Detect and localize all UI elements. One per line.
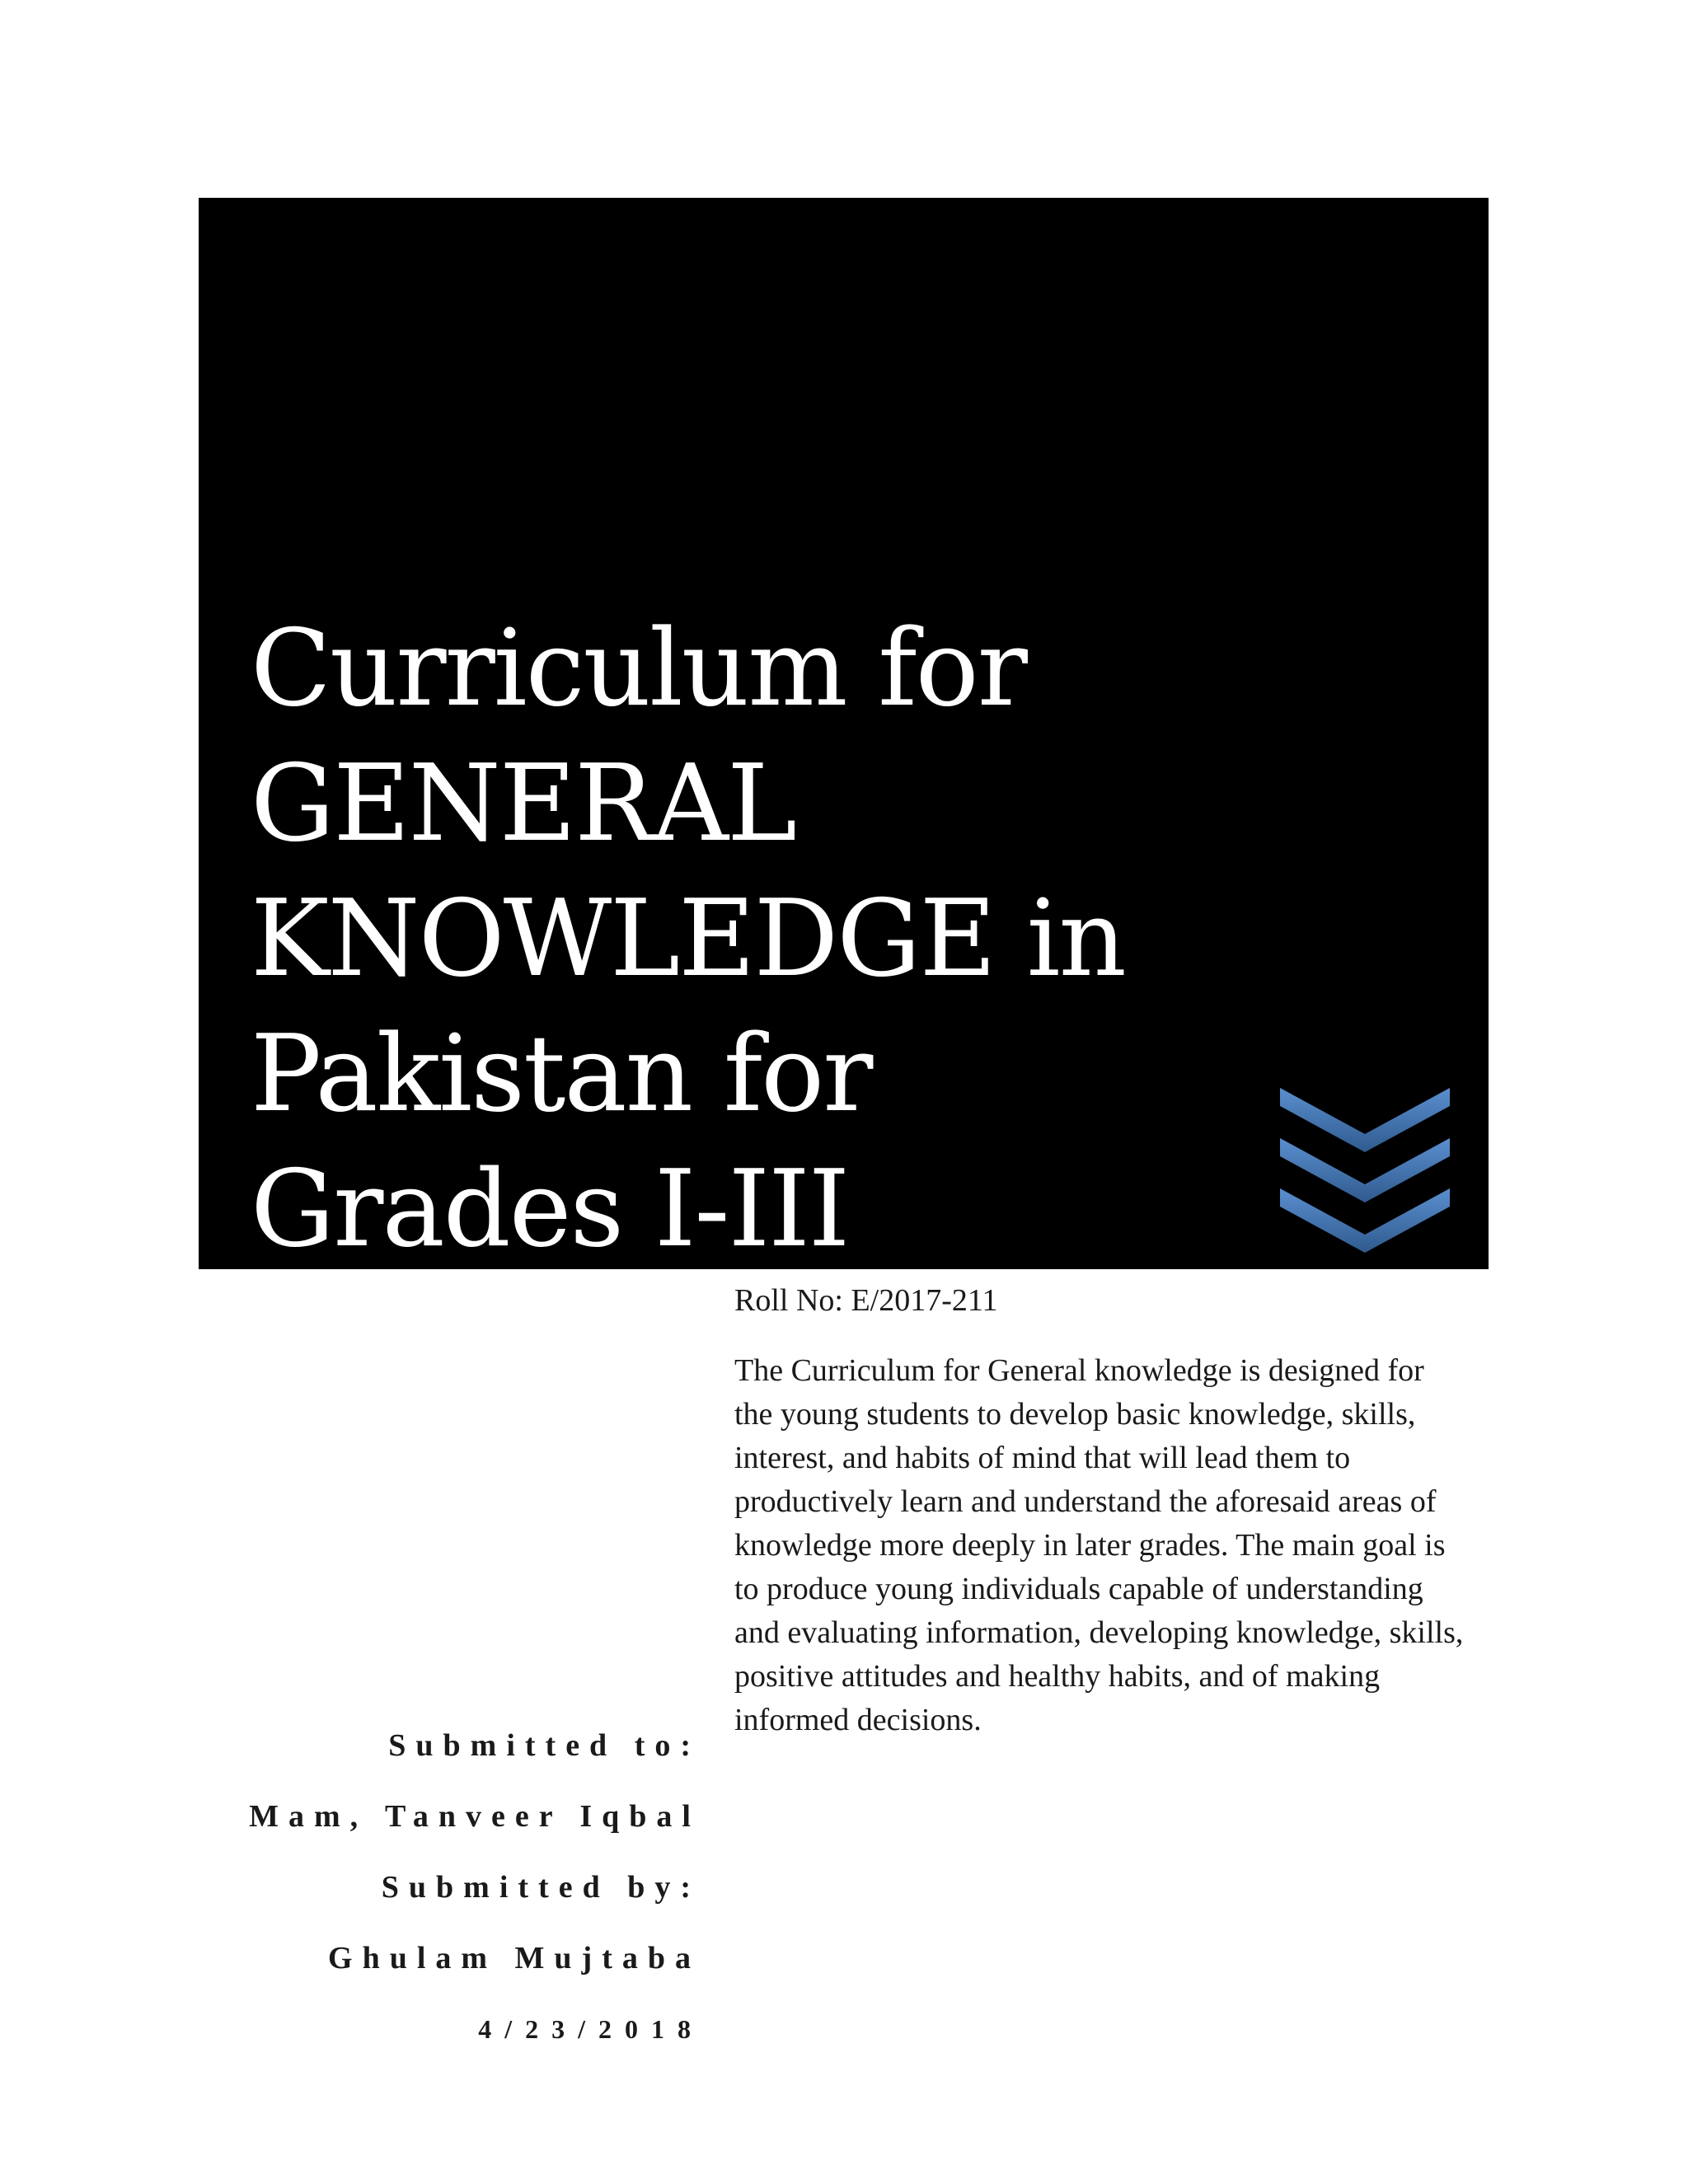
submitted-by-label: Submitted by: <box>381 1870 701 1905</box>
triple-chevron-down-icon <box>1280 1088 1450 1253</box>
abstract-text: The Curriculum for General knowledge is designed for the young students to develop basic knowledge, skills, interest, and habits of mind that will lead them to productively learn and understand the aforesaid areas of knowledge more deeply in later grades. The main goal is to produce young individuals capable of understanding and evaluating information, developing knowledge, skills, positive attitudes and healthy habits, and of making informed decisions. <box>734 1353 1464 1737</box>
roll-number: Roll No: E/2017-211 <box>734 1283 998 1318</box>
cover-title <box>251 602 1125 1277</box>
cover-title-line: Grades I-III <box>251 1148 849 1271</box>
cover-title-line: GENERAL <box>251 743 795 865</box>
chevron-icon <box>1280 1088 1450 1152</box>
submitted-by-name: Ghulam Mujtaba <box>328 1941 701 1975</box>
cover-title-line: Curriculum for <box>251 607 1026 730</box>
cover-title-line: KNOWLEDGE in <box>251 878 1125 1001</box>
submitted-to-name: Mam, Tanveer Iqbal <box>249 1799 701 1834</box>
submission-date: 4/23/2018 <box>478 2014 704 2044</box>
submitted-to-label: Submitted to: <box>388 1728 701 1763</box>
cover-block <box>199 198 1489 1269</box>
cover-title-line: Pakistan for <box>251 1013 872 1136</box>
submission-block <box>198 1710 704 2064</box>
